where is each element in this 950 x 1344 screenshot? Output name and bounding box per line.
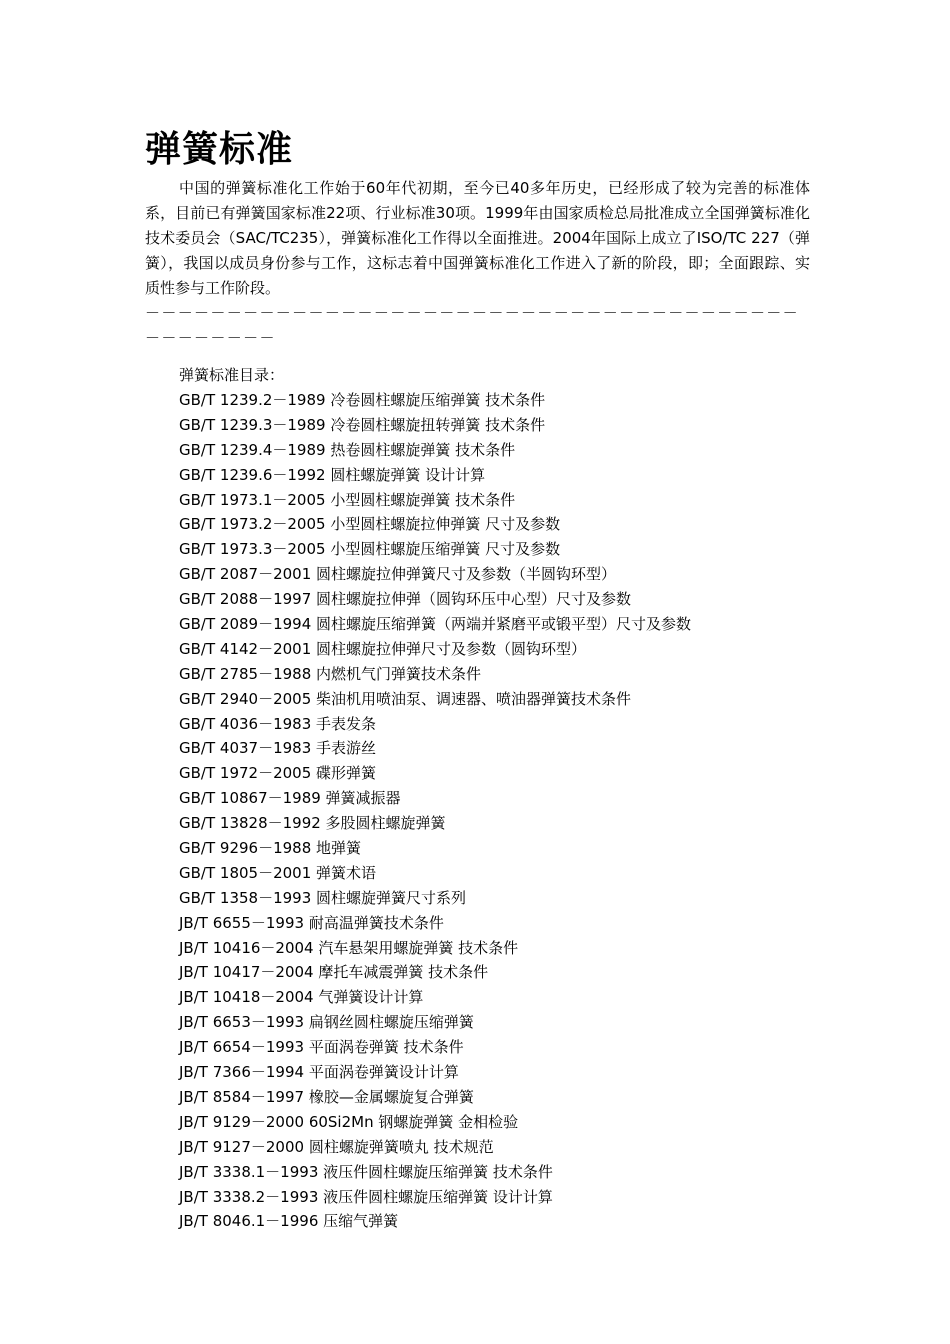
standard-item: JB/T 6655－1993 耐高温弹簧技术条件: [179, 913, 444, 932]
standard-item: GB/T 2087－2001 圆柱螺旋拉伸弹簧尺寸及参数（半圆钩环型）: [179, 565, 617, 584]
standard-item: JB/T 3338.1－1993 液压件圆柱螺旋压缩弹簧 技术条件: [179, 1162, 553, 1181]
standard-item: GB/T 2940－2005 柴油机用喷油泵、调速器、喷油器弹簧技术条件: [179, 689, 632, 708]
standard-item: JB/T 10416－2004 汽车悬架用螺旋弹簧 技术条件: [179, 938, 519, 957]
standard-item: GB/T 9296－1988 地弹簧: [179, 839, 362, 858]
standard-item: JB/T 9127－2000 圆柱螺旋弹簧喷丸 技术规范: [179, 1137, 494, 1156]
standard-item: GB/T 4037－1983 手表游丝: [179, 739, 377, 758]
standard-item: JB/T 8584－1997 橡胶—金属螺旋复合弹簧: [179, 1087, 474, 1106]
standard-item: GB/T 1972－2005 碟形弹簧: [179, 764, 377, 783]
standard-item: GB/T 2089－1994 圆柱螺旋压缩弹簧（两端并紧磨平或锻平型）尺寸及参数: [179, 615, 692, 634]
standard-item: JB/T 6653－1993 扁钢丝圆柱螺旋压缩弹簧: [179, 1013, 474, 1032]
standard-item: JB/T 9129－2000 60Si2Mn 钢螺旋弹簧 金相检验: [179, 1112, 519, 1131]
standard-item: GB/T 2088－1997 圆柱螺旋拉伸弹（圆钩环压中心型）尺寸及参数: [179, 590, 632, 609]
document-page: [145, 124, 810, 1234]
standard-item: GB/T 1239.4－1989 热卷圆柱螺旋弹簧 技术条件: [179, 440, 516, 459]
standard-item: GB/T 1805－2001 弹簧术语: [179, 863, 377, 882]
standard-item: GB/T 1358－1993 圆柱螺旋弹簧尺寸系列: [179, 888, 467, 907]
standards-list: [145, 388, 810, 1234]
standard-item: GB/T 1239.3－1989 冷卷圆柱螺旋扭转弹簧 技术条件: [179, 415, 546, 434]
standards-list-heading: 弹簧标准目录：: [179, 366, 285, 384]
standard-item: JB/T 8046.1－1996 压缩气弹簧: [179, 1212, 399, 1231]
standard-item: JB/T 7366－1994 平面涡卷弹簧设计计算: [179, 1063, 459, 1082]
standard-item: JB/T 10417－2004 摩托车减震弹簧 技术条件: [179, 963, 489, 982]
standard-item: GB/T 10867－1989 弹簧减振器: [179, 789, 401, 808]
standard-item: JB/T 3338.2－1993 液压件圆柱螺旋压缩弹簧 设计计算: [179, 1187, 553, 1206]
standard-item: GB/T 1973.1－2005 小型圆柱螺旋弹簧 技术条件: [179, 490, 516, 509]
standard-item: GB/T 4036－1983 手表发条: [179, 714, 377, 733]
page-title: 弹簧标准: [145, 129, 294, 170]
standard-item: GB/T 1973.2－2005 小型圆柱螺旋拉伸弹簧 尺寸及参数: [179, 515, 561, 534]
standard-item: GB/T 1239.6－1992 圆柱螺旋弹簧 设计计算: [179, 465, 486, 484]
standard-item: GB/T 13828－1992 多股圆柱螺旋弹簧: [179, 814, 446, 833]
intro-paragraph: 中国的弹簧标准化工作始于60年代初期，至今已40多年历史，已经形成了较为完善的标准体系，目前已有弹簧国家标准22项、行业标准30项。1999年由国家质检总局批准成立全国弹簧标准化技术委员会（SAC/TC235），弹簧标准化工作得以全面推进。2004年国际上成立了ISO/TC 227（弹簧），我国以成员身份参与工作，这标志着中国弹簧标准化工作进入了新的阶段，即；全面跟踪、实质性参与工作阶段。: [145, 179, 810, 297]
standard-item: GB/T 4142－2001 圆柱螺旋拉伸弹尺寸及参数（圆钩环型）: [179, 639, 587, 658]
standard-item: GB/T 1973.3－2005 小型圆柱螺旋压缩弹簧 尺寸及参数: [179, 540, 561, 559]
standard-item: JB/T 10418－2004 气弹簧设计计算: [179, 988, 424, 1007]
standard-item: GB/T 2785－1988 内燃机气门弹簧技术条件: [179, 664, 482, 683]
standard-item: GB/T 1239.2－1989 冷卷圆柱螺旋压缩弹簧 技术条件: [179, 391, 546, 409]
dash-separator: －－－－－－－－－－－－－－－－－－－－－－－－－－－－－－－－－－－－－－－－－－－－－－－－: [145, 304, 800, 347]
standard-item: JB/T 6654－1993 平面涡卷弹簧 技术条件: [179, 1038, 464, 1057]
